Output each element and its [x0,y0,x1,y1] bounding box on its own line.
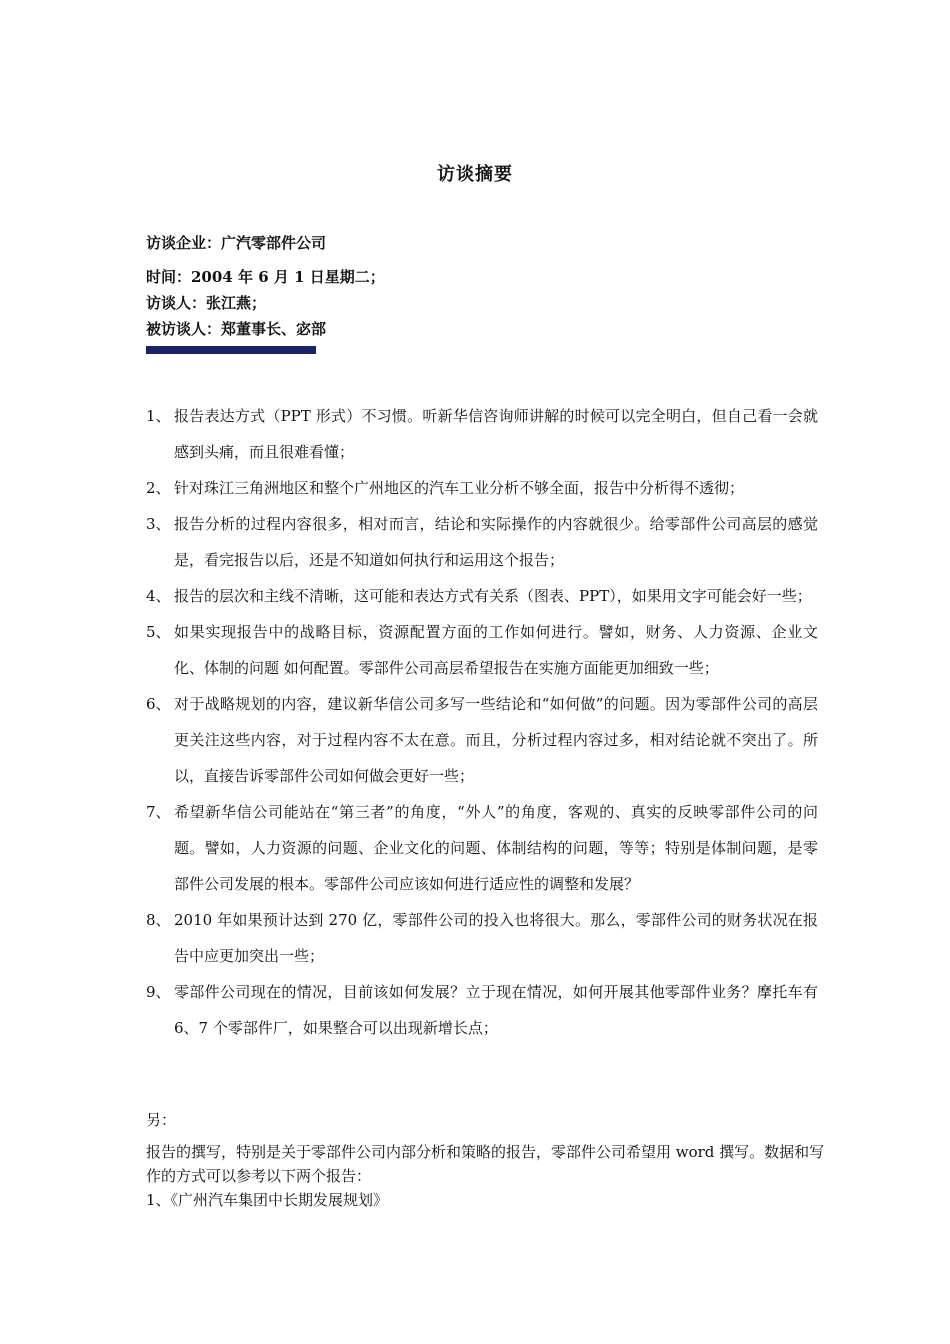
interviewer: 访谈人：张江燕； [146,294,267,312]
item-text: 希望新华信公司能站在“第三者”的角度，“外人”的角度，客观的、真实的反映零部件公司的问题。譬如，人力资源的问题、企业文化的问题、体制结构的问题，等等；特别是体制问题，是零部件公司发展的根本。零部件公司应该如何进行适应性的调整和发展？ [174,803,818,893]
item-number: 3、 [146,515,171,533]
list-item [146,902,818,974]
item-number: 4、 [146,587,171,605]
item-number: 9、 [146,983,171,1001]
item-number: 1、 [146,407,171,425]
additional-paragraph: 报告的撰写，特别是关于零部件公司内部分析和策略的报告，零部件公司希望用 word 撰写。数据和写作的方式可以参考以下两个报告： [146,1143,825,1185]
list-item [146,470,818,506]
item-number: 7、 [146,803,171,821]
item-number: 8、 [146,911,171,929]
interview-company: 访谈企业：广汽零部件公司 [146,234,327,252]
list-item [146,614,818,686]
item-text: 零部件公司现在的情况，目前该如何发展？立于现在情况，如何开展其他零部件业务？摩托车有 6、7 个零部件厂，如果整合可以出现新增长点； [174,983,818,1037]
item-text: 如果实现报告中的战略目标，资源配置方面的工作如何进行。譬如，财务、人力资源、企业文化、体制的问题 如何配置。零部件公司高层希望报告在实施方面能更加细致一些； [174,623,818,677]
item-text: 针对珠江三角洲地区和整个广州地区的汽车工业分析不够全面，报告中分析得不透彻； [174,479,745,497]
list-item [146,686,818,794]
list-item [146,578,818,614]
reference-item: 1、《广州汽车集团中长期发展规划》 [146,1191,389,1209]
interview-time: 时间：2004 年 6 月 1 日星期二； [146,268,385,286]
interviewee: 被访谈人：郑董事长、宓部 [146,320,327,338]
list-item [146,794,818,902]
additional-label: 另： [146,1111,177,1129]
item-text: 报告分析的过程内容很多，相对而言，结论和实际操作的内容就很少。给零部件公司高层的感觉是，看完报告以后，还是不知道如何执行和运用这个报告； [174,515,818,569]
document-title: 访谈摘要 [437,164,513,185]
item-number: 6、 [146,695,171,713]
list-item [146,506,818,578]
list-item [146,974,818,1046]
item-number: 2、 [146,479,171,497]
item-number: 5、 [146,623,171,641]
feedback-list [146,398,818,1046]
item-text: 2010 年如果预计达到 270 亿，零部件公司的投入也将很大。那么，零部件公司的财务状况在报告中应更加突出一些； [174,911,818,965]
list-item [146,398,818,470]
item-text: 报告的层次和主线不清晰，这可能和表达方式有关系（图表、PPT），如果用文字可能会好一些； [174,587,812,605]
item-text: 报告表达方式（PPT 形式）不习惯。听新华信咨询师讲解的时候可以完全明白，但自己看一会就感到头痛，而且很难看懂； [174,407,818,461]
item-text: 对于战略规划的内容，建议新华信公司多写一些结论和“如何做”的问题。因为零部件公司的高层更关注这些内容，对于过程内容不太在意。而且，分析过程内容过多，相对结论就不突出了。所以，直接告诉零部件公司如何做会更好一些； [174,695,818,785]
accent-divider [146,346,316,354]
